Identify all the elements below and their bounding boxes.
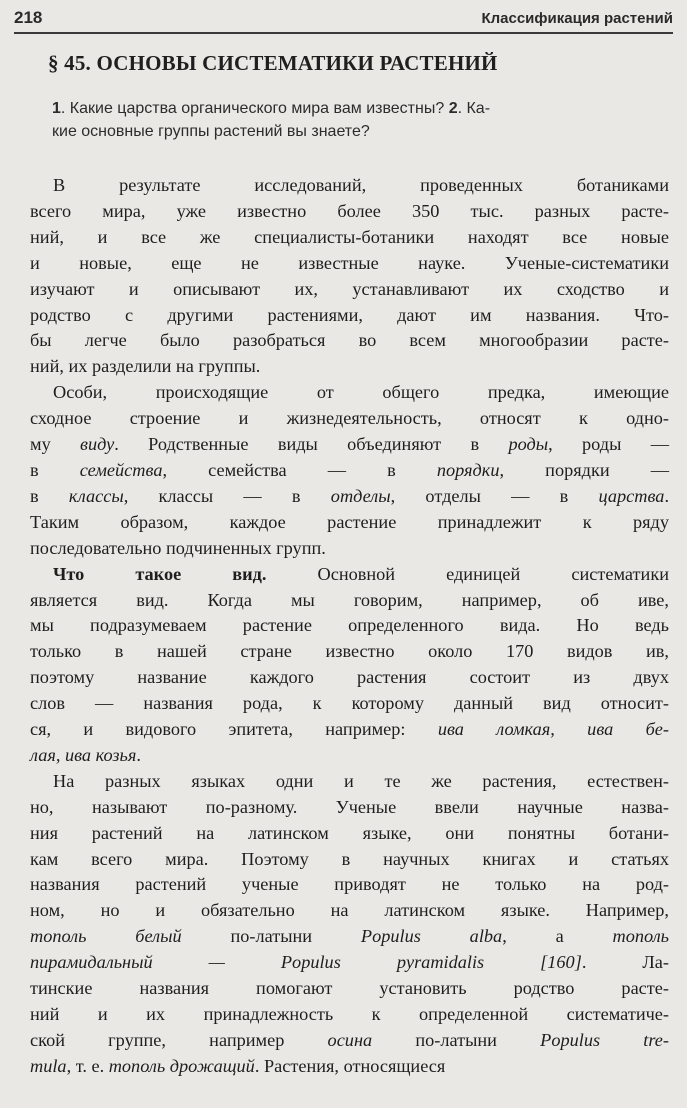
text-run: по-латыни: [181, 926, 361, 947]
text-line: [30, 588, 669, 614]
text-line: [30, 1054, 669, 1080]
text-run: в: [30, 485, 69, 506]
text-run: . Растения, относящиеся: [254, 1055, 446, 1076]
question-text-1: . Какие царства органического мира вам известны?: [60, 100, 449, 117]
text-line: [30, 976, 669, 1002]
italic-term: осина: [327, 1029, 373, 1050]
italic-term: виду: [80, 434, 115, 455]
text-run: названия растений ученые приводят не только на род-: [30, 874, 669, 895]
text-line: [30, 613, 669, 639]
text-run: ний, и все же специалисты-ботаники находят все новые: [30, 226, 669, 247]
italic-term: отделы: [330, 485, 391, 506]
text-line: [30, 251, 669, 277]
paragraph: [30, 562, 669, 769]
question-number-2: 2: [448, 100, 458, 117]
text-line: [30, 562, 669, 588]
text-line: [30, 769, 669, 795]
text-run: , а: [502, 926, 613, 947]
text-run: му: [30, 434, 81, 455]
text-line: [30, 847, 669, 873]
text-line: [30, 665, 669, 691]
italic-term: семейства: [79, 459, 163, 480]
text-line: [30, 1002, 669, 1028]
text-line: [30, 872, 669, 898]
questions-line-1: [52, 97, 669, 120]
text-run: , порядки —: [499, 459, 669, 480]
page-header: [14, 5, 673, 31]
paragraph: [30, 173, 669, 380]
text-line: [30, 484, 669, 510]
text-line: [30, 639, 669, 665]
italic-term: царства: [598, 485, 665, 506]
text-run: мы подразумеваем растение определенного вида. Но ведь: [30, 615, 669, 636]
italic-term: тополь белый: [30, 926, 182, 947]
text-run: тинские названия помогают установить родство расте-: [30, 978, 669, 999]
text-line: [30, 432, 669, 458]
section-title: § 45. ОСНОВЫ СИСТЕМАТИКИ РАСТЕНИЙ: [48, 51, 498, 75]
text-line: [30, 717, 669, 743]
text-line: [30, 950, 669, 976]
paragraph: [30, 380, 669, 561]
text-line: [30, 303, 669, 329]
bold-heading: Что такое вид.: [53, 563, 267, 584]
italic-term: лая, ива козья: [30, 744, 137, 765]
text-run: ний и их принадлежность к определенной систематиче-: [30, 1004, 669, 1024]
text-run: Основной единицей систематики: [266, 563, 669, 584]
running-title: Классификация растений: [481, 9, 673, 27]
text-run: сходное строение и жизнедеятельность, относят к одно-: [30, 408, 669, 429]
text-run: В результате исследований, проведенных ботаниками: [53, 175, 669, 195]
text-line: [30, 691, 669, 717]
page-number: 218: [14, 8, 43, 27]
text-line: [30, 380, 669, 406]
text-run: и новые, еще не известные науке. Ученые-систематики: [30, 252, 669, 273]
text-run: последовательно подчиненных групп.: [30, 537, 326, 558]
text-run: всего мира, уже известно более 350 тыс. разных расте-: [30, 200, 669, 221]
text-run: , роды —: [548, 434, 669, 455]
italic-term: Populus tre-: [540, 1029, 669, 1050]
question-number-1: 1: [52, 100, 61, 117]
italic-term: Populus alba: [360, 926, 503, 947]
text-run: .: [136, 744, 141, 765]
text-line: [30, 743, 669, 769]
text-run: кам всего мира. Поэтому в научных книгах и статьях: [30, 848, 669, 869]
text-line: [30, 277, 669, 303]
text-run: является вид. Когда мы говорим, например, об иве,: [30, 589, 669, 610]
text-run: поэтому название каждого растения состоит из двух: [30, 667, 669, 688]
text-line: [30, 924, 669, 950]
text-line: [30, 510, 669, 536]
questions-line-2: кие основные группы растений вы знаете?: [52, 123, 370, 140]
text-run: родство с другими растениями, дают им названия. Что-: [30, 304, 669, 325]
text-line: [30, 458, 669, 484]
text-run: слов — названия рода, к которому данный вид относит-: [30, 693, 669, 714]
text-line: [30, 173, 669, 199]
review-questions: [52, 97, 669, 143]
text-run: изучают и описывают их, устанавливают их сходство и: [30, 278, 669, 299]
text-line: [30, 354, 669, 380]
text-run: ний, их разделили на группы.: [30, 356, 261, 377]
text-run: бы легче было разобраться во всем многообразии расте-: [30, 330, 669, 351]
text-line: [30, 795, 669, 821]
header-rule: [14, 32, 673, 34]
italic-term: порядки: [436, 459, 500, 480]
text-run: ния растений на латинском языке, они понятны ботани-: [30, 822, 669, 843]
italic-term: mula: [30, 1055, 67, 1076]
paragraph: [30, 769, 669, 1080]
text-line: [30, 898, 669, 924]
italic-term: тополь дрожащий: [108, 1055, 255, 1076]
text-run: только в нашей стране известно около 170 видов ив,: [30, 641, 669, 662]
question-text-2: . Ка-: [457, 100, 491, 117]
text-run: . Родственные виды объединяют в: [114, 434, 509, 455]
text-line: [30, 199, 669, 225]
italic-term: ива ломкая, ива бе-: [437, 719, 669, 740]
text-line: [30, 536, 669, 562]
text-run: .: [664, 485, 670, 506]
text-line: [30, 225, 669, 251]
text-run: На разных языках одни и те же растения, естествен-: [53, 770, 669, 791]
text-run: , семейства — в: [162, 459, 437, 480]
text-run: . Ла-: [581, 952, 669, 973]
italic-term: пирамидальный — Populus pyramidalis [160]: [30, 952, 582, 973]
text-line: [30, 328, 669, 354]
italic-term: тополь: [612, 926, 669, 947]
text-run: , отделы — в: [390, 485, 599, 506]
body-text: [30, 173, 669, 1080]
italic-term: роды: [508, 434, 549, 455]
text-line: [30, 1028, 669, 1054]
text-line: [30, 821, 669, 847]
text-run: Таким образом, каждое растение принадлежит к ряду: [30, 511, 669, 532]
text-line: [30, 406, 669, 432]
text-run: ской группе, например: [30, 1029, 328, 1050]
text-run: ся, и видового эпитета, например:: [30, 719, 438, 740]
text-run: в: [30, 459, 80, 480]
text-run: но, называют по-разному. Ученые ввели научные назва-: [30, 796, 669, 817]
text-run: , т. е.: [66, 1055, 109, 1076]
italic-term: классы: [68, 485, 124, 506]
text-run: , классы — в: [123, 485, 331, 506]
text-run: Особи, происходящие от общего предка, имеющие: [53, 382, 669, 403]
text-run: ном, но и обязательно на латинском языке. Например,: [30, 900, 669, 921]
text-run: по-латыни: [372, 1029, 541, 1050]
